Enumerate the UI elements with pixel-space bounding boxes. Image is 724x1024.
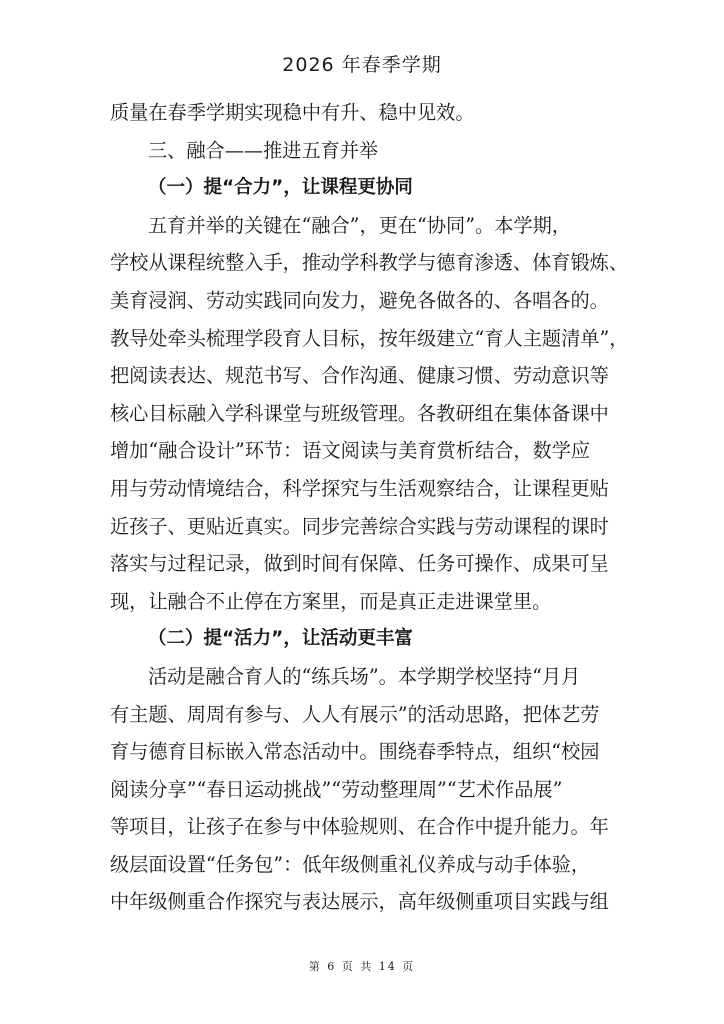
paragraph-line: 现，让融合不止停在方案里，而是真正走进课堂里。 xyxy=(110,589,552,613)
paragraph-line: 等项目，让孩子在参与中体验规则、在合作中提升能力。年 xyxy=(110,815,609,839)
page-footer-number: 第 6 页 共 14 页 xyxy=(308,960,416,973)
paragraph-line: 活动是融合育人的“练兵场”。本学期学校坚持“月月 xyxy=(148,664,581,688)
paragraph-line: 级层面设置“任务包”：低年级侧重礼仪养成与动手体验， xyxy=(110,852,591,876)
paragraph-line: 五育并举的关键在“融合”，更在“协同”。本学期， xyxy=(148,213,571,237)
paragraph-line: 有主题、周周有参与、人人有展示”的活动思路，把体艺劳 xyxy=(110,702,600,726)
paragraph-line: 质量在春季学期实现稳中有升、稳中见效。 xyxy=(110,101,475,124)
paragraph-line: 用与劳动情境结合，科学探究与生活观察结合，让课程更贴 xyxy=(110,476,609,500)
paragraph-line: 阅读分享”“春日运动挑战”“劳动整理周”“艺术作品展” xyxy=(110,777,563,801)
paragraph-line: 学校从课程统整入手，推动学科教学与德育渗透、体育锻炼、 xyxy=(110,251,629,275)
subsection-heading: （二）提“活力”，让活动更丰富 xyxy=(148,628,413,650)
subsection-heading: （一）提“合力”，让课程更协同 xyxy=(148,177,413,199)
paragraph-line: 中年级侧重合作探究与表达展示，高年级侧重项目实践与组 xyxy=(110,890,609,914)
paragraph-line: 育与德育目标嵌入常态活动中。围绕春季特点，组织“校园 xyxy=(110,740,600,764)
document-body xyxy=(110,94,629,921)
paragraph-line: 把阅读表达、规范书写、合作沟通、健康习惯、劳动意识等 xyxy=(110,364,609,388)
paragraph-line: 落实与过程记录，做到时间有保障、任务可操作、成果可呈 xyxy=(110,552,609,576)
paragraph-line: 教导处牵头梳理学段育人目标，按年级建立“育人主题清单”， xyxy=(110,326,629,350)
page-header-title: 2026 年春季学期 xyxy=(282,54,442,76)
section-heading: 三、融合——推进五育并举 xyxy=(148,138,379,162)
paragraph-line: 近孩子、更贴近真实。同步完善综合实践与劳动课程的课时 xyxy=(110,514,609,538)
paragraph-line: 核心目标融入学科课堂与班级管理。各教研组在集体备课中 xyxy=(110,401,609,425)
paragraph-line: 增加“融合设计”环节：语文阅读与美育赏析结合，数学应 xyxy=(110,439,591,463)
paragraph-line: 美育浸润、劳动实践同向发力，避免各做各的、各唱各的。 xyxy=(110,288,609,312)
